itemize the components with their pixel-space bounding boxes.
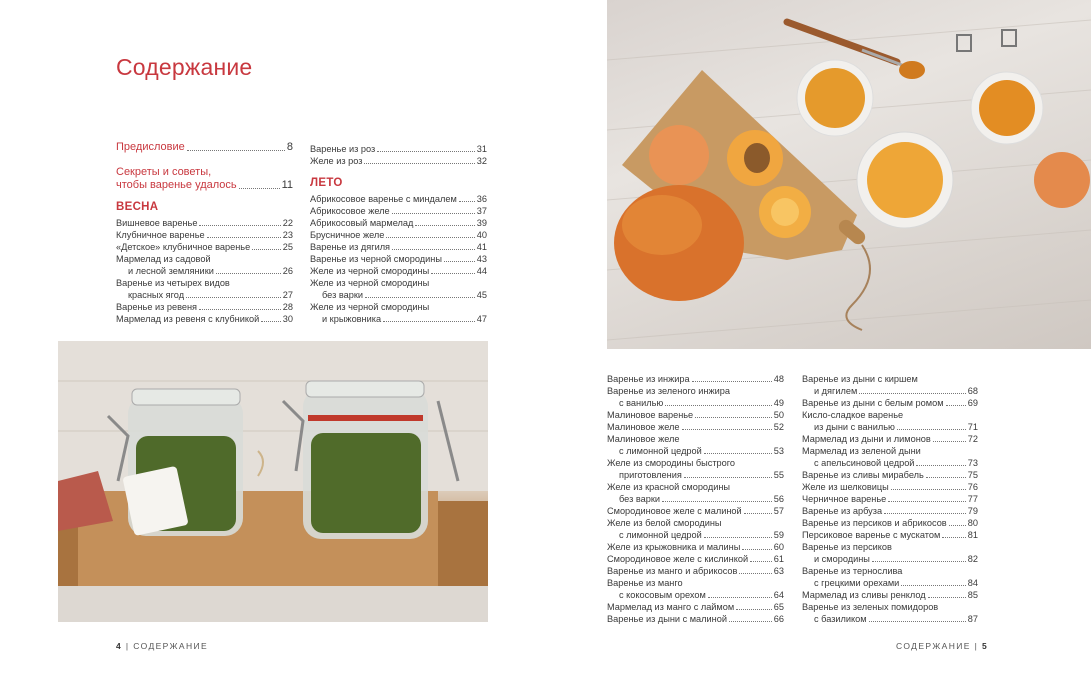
toc-item-label: Желе из черной смородины bbox=[310, 278, 430, 288]
leader-dots bbox=[695, 417, 772, 418]
leader-dots bbox=[750, 561, 772, 562]
roses-list bbox=[310, 143, 487, 167]
toc-item-page: 55 bbox=[773, 470, 784, 480]
toc-item-label: Абрикосовый мармелад bbox=[310, 218, 414, 228]
toc-item[interactable] bbox=[607, 601, 784, 613]
running-head: СОДЕРЖАНИЕ bbox=[896, 641, 971, 651]
toc-item-label: «Детское» клубничное варенье bbox=[116, 242, 251, 252]
toc-item[interactable] bbox=[310, 193, 487, 205]
toc-item[interactable] bbox=[310, 217, 487, 229]
toc-item[interactable] bbox=[607, 613, 784, 625]
footer-separator: | bbox=[125, 641, 130, 651]
summer-list bbox=[310, 193, 487, 325]
toc-item[interactable] bbox=[802, 433, 978, 445]
leader-dots bbox=[684, 477, 772, 478]
toc-column-right-2 bbox=[802, 373, 978, 625]
toc-item-label: Варенье из манго и абрикосов bbox=[607, 566, 738, 576]
toc-item-page: 23 bbox=[282, 230, 293, 240]
leader-dots bbox=[261, 321, 281, 322]
toc-item-label-cont: с кокосовым орехом bbox=[619, 590, 706, 600]
leader-dots bbox=[186, 297, 281, 298]
leader-dots bbox=[888, 501, 966, 502]
toc-item-page: 30 bbox=[282, 314, 293, 324]
toc-item-page: 40 bbox=[476, 230, 487, 240]
toc-item[interactable] bbox=[116, 301, 293, 313]
toc-item-page: 36 bbox=[476, 194, 487, 204]
toc-item-page: 11 bbox=[281, 179, 293, 191]
toc-item[interactable] bbox=[607, 577, 784, 601]
toc-item-page: 43 bbox=[476, 254, 487, 264]
toc-item-page: 66 bbox=[773, 614, 784, 624]
leader-dots bbox=[252, 249, 281, 250]
leader-dots bbox=[207, 237, 281, 238]
toc-item-page: 32 bbox=[476, 156, 487, 166]
toc-item-label: Малиновое желе bbox=[607, 434, 680, 444]
toc-item-page: 71 bbox=[967, 422, 978, 432]
leader-dots bbox=[926, 477, 966, 478]
toc-item[interactable] bbox=[802, 409, 978, 433]
toc-item[interactable] bbox=[310, 277, 487, 301]
toc-item-label: Варенье из дыни с малиной bbox=[607, 614, 727, 624]
leader-dots bbox=[386, 237, 474, 238]
toc-item[interactable] bbox=[607, 457, 784, 481]
leader-dots bbox=[891, 489, 966, 490]
toc-item-page: 65 bbox=[773, 602, 784, 612]
toc-item-page: 68 bbox=[967, 386, 978, 396]
toc-item-page: 44 bbox=[476, 266, 487, 276]
toc-item[interactable] bbox=[116, 217, 293, 229]
toc-item-label-cont: с апельсиновой цедрой bbox=[814, 458, 915, 468]
toc-item-label: Смородиновое желе с кислинкой bbox=[607, 554, 749, 564]
toc-item-label: Черничное варенье bbox=[802, 494, 887, 504]
toc-item-label: Желе из черной смородины bbox=[310, 302, 430, 312]
leader-dots bbox=[928, 597, 966, 598]
toc-item[interactable] bbox=[607, 421, 784, 433]
toc-item-label: Секреты и советы, bbox=[116, 166, 212, 178]
leader-dots bbox=[901, 585, 965, 586]
toc-item-intro[interactable] bbox=[116, 141, 293, 154]
toc-item-label-cont: приготовления bbox=[619, 470, 682, 480]
toc-column-right-1 bbox=[607, 373, 784, 625]
leader-dots bbox=[665, 405, 771, 406]
leader-dots bbox=[942, 537, 965, 538]
toc-item-label: Желе из белой смородины bbox=[607, 518, 722, 528]
leader-dots bbox=[364, 163, 474, 164]
toc-item-page: 25 bbox=[282, 242, 293, 252]
toc-item[interactable] bbox=[607, 385, 784, 409]
toc-item-label-cont: и дягилем bbox=[814, 386, 858, 396]
green-jam-illustration bbox=[58, 341, 488, 622]
toc-item-page: 79 bbox=[967, 506, 978, 516]
apricot-jam-photo bbox=[607, 0, 1091, 349]
leader-dots bbox=[736, 609, 772, 610]
toc-item-page: 39 bbox=[476, 218, 487, 228]
toc-item-label-cont: с лимонной цедрой bbox=[619, 446, 702, 456]
toc-item-page: 76 bbox=[967, 482, 978, 492]
section-title-summer: ЛЕТО bbox=[310, 177, 343, 189]
leader-dots bbox=[729, 621, 772, 622]
toc-item-page: 72 bbox=[967, 434, 978, 444]
toc-item[interactable] bbox=[607, 553, 784, 565]
leader-dots bbox=[365, 297, 475, 298]
leader-dots bbox=[739, 573, 771, 574]
toc-item[interactable] bbox=[116, 253, 293, 277]
toc-item-page: 52 bbox=[773, 422, 784, 432]
page-number: 5 bbox=[981, 641, 989, 651]
leader-dots bbox=[933, 441, 966, 442]
toc-item-label: Персиковое варенье с мускатом bbox=[802, 530, 941, 540]
leader-dots bbox=[884, 513, 966, 514]
toc-item[interactable] bbox=[607, 505, 784, 517]
leader-dots bbox=[431, 273, 475, 274]
toc-item-page: 87 bbox=[967, 614, 978, 624]
toc-item-page: 69 bbox=[967, 398, 978, 408]
toc-item-label: Варенье из четырех видов bbox=[116, 278, 230, 288]
toc-item-label: Желе из крыжовника и малины bbox=[607, 542, 741, 552]
toc-item-page: 45 bbox=[476, 290, 487, 300]
toc-item[interactable] bbox=[802, 493, 978, 505]
toc-item-page: 48 bbox=[773, 374, 784, 384]
toc-item-label: Абрикосовое желе bbox=[310, 206, 390, 216]
leader-dots bbox=[859, 393, 965, 394]
toc-item-page: 73 bbox=[967, 458, 978, 468]
toc-item-page: 75 bbox=[967, 470, 978, 480]
toc-column-left-2 bbox=[310, 143, 487, 325]
green-jam-photo bbox=[58, 341, 488, 622]
toc-item-label: Варенье из зеленого инжира bbox=[607, 386, 730, 396]
toc-item[interactable] bbox=[607, 409, 784, 421]
toc-item-label: Варенье из сливы мирабель bbox=[802, 470, 924, 480]
toc-item-label: Варенье из манго bbox=[607, 578, 683, 588]
leader-dots bbox=[949, 525, 966, 526]
leader-dots bbox=[682, 429, 772, 430]
toc-item-page: 63 bbox=[773, 566, 784, 576]
toc-item-page: 26 bbox=[282, 266, 293, 276]
toc-item-label: Желе из роз bbox=[310, 156, 363, 166]
toc-item-label: Варенье из тернослива bbox=[802, 566, 903, 576]
leader-dots bbox=[199, 225, 280, 226]
toc-item-label: Желе из смородины быстрого bbox=[607, 458, 736, 468]
toc-item[interactable] bbox=[802, 469, 978, 481]
toc-item-label: Мармелад из сливы ренклод bbox=[802, 590, 926, 600]
toc-item-label-cont: без варки bbox=[619, 494, 660, 504]
leader-dots bbox=[897, 429, 966, 430]
leader-dots bbox=[392, 249, 475, 250]
toc-item[interactable] bbox=[802, 505, 978, 517]
toc-item[interactable] bbox=[802, 397, 978, 409]
toc-item-label: Малиновое варенье bbox=[607, 410, 694, 420]
toc-item[interactable] bbox=[310, 229, 487, 241]
leader-dots bbox=[744, 513, 772, 514]
leader-dots bbox=[239, 188, 280, 189]
toc-item-label: Варенье из персиков bbox=[802, 542, 892, 552]
toc-item[interactable] bbox=[607, 481, 784, 505]
leader-dots bbox=[916, 465, 965, 466]
toc-item-label-cont: и лесной земляники bbox=[128, 266, 214, 276]
footer-left bbox=[116, 641, 208, 651]
leader-dots bbox=[662, 501, 772, 502]
toc-item-label: Предисловие bbox=[116, 141, 185, 153]
toc-item-label-cont: чтобы варенье удалось bbox=[116, 179, 237, 191]
toc-item[interactable] bbox=[607, 541, 784, 553]
toc-item-page: 47 bbox=[476, 314, 487, 324]
toc-item-page: 50 bbox=[773, 410, 784, 420]
toc-item[interactable] bbox=[310, 143, 487, 155]
toc-item-label: Мармелад из манго с лаймом bbox=[607, 602, 735, 612]
toc-item[interactable] bbox=[802, 517, 978, 529]
leader-dots bbox=[459, 201, 475, 202]
toc-item-label-cont: с базиликом bbox=[814, 614, 867, 624]
running-head: СОДЕРЖАНИЕ bbox=[133, 641, 209, 651]
toc-item-page: 28 bbox=[282, 302, 293, 312]
leader-dots bbox=[704, 453, 772, 454]
toc-item-page: 60 bbox=[773, 542, 784, 552]
toc-item-label: Абрикосовое варенье с миндалем bbox=[310, 194, 457, 204]
page-number: 4 bbox=[116, 641, 123, 651]
toc-item-secrets[interactable] bbox=[116, 166, 293, 192]
toc-item-label: Малиновое желе bbox=[607, 422, 680, 432]
toc-item-page: 31 bbox=[476, 144, 487, 154]
toc-item-label: Желе из красной смородины bbox=[607, 482, 731, 492]
toc-item-page: 56 bbox=[773, 494, 784, 504]
apricot-jam-illustration bbox=[607, 0, 1091, 349]
page-title: Содержание bbox=[116, 54, 253, 80]
leader-dots bbox=[869, 621, 966, 622]
toc-item-page: 82 bbox=[967, 554, 978, 564]
toc-item-page: 37 bbox=[476, 206, 487, 216]
toc-item[interactable] bbox=[802, 445, 978, 469]
toc-item[interactable] bbox=[802, 565, 978, 589]
toc-item-label: Желе из шелковицы bbox=[802, 482, 889, 492]
toc-item-label: Мармелад из садовой bbox=[116, 254, 211, 264]
leader-dots bbox=[692, 381, 772, 382]
toc-item-page: 53 bbox=[773, 446, 784, 456]
toc-item-label: Варенье из персиков и абрикосов bbox=[802, 518, 947, 528]
leader-dots bbox=[872, 561, 966, 562]
toc-item-label: Варенье из дягиля bbox=[310, 242, 391, 252]
toc-item-label-cont: с лимонной цедрой bbox=[619, 530, 702, 540]
toc-item[interactable] bbox=[310, 301, 487, 325]
toc-item-label-cont: без варки bbox=[322, 290, 363, 300]
toc-item[interactable] bbox=[607, 433, 784, 457]
toc-item[interactable] bbox=[116, 241, 293, 253]
leader-dots bbox=[946, 405, 966, 406]
leader-dots bbox=[216, 273, 281, 274]
toc-column-left-1 bbox=[116, 141, 293, 325]
toc-item[interactable] bbox=[310, 241, 487, 253]
toc-item-page: 49 bbox=[773, 398, 784, 408]
toc-item-label: Желе из черной смородины bbox=[310, 266, 430, 276]
leader-dots bbox=[444, 261, 475, 262]
toc-item-page: 77 bbox=[967, 494, 978, 504]
footer-right bbox=[896, 641, 988, 651]
toc-item[interactable] bbox=[802, 481, 978, 493]
toc-item-label: Варенье из арбуза bbox=[802, 506, 883, 516]
leader-dots bbox=[704, 537, 772, 538]
toc-item-label: Брусничное желе bbox=[310, 230, 385, 240]
toc-item-page: 64 bbox=[773, 590, 784, 600]
toc-item-label-cont: и крыжовника bbox=[322, 314, 382, 324]
toc-item-label: Клубничное варенье bbox=[116, 230, 205, 240]
toc-item[interactable] bbox=[310, 205, 487, 217]
toc-item-page: 57 bbox=[773, 506, 784, 516]
toc-item-label: Варенье из черной смородины bbox=[310, 254, 442, 264]
leader-dots bbox=[742, 549, 771, 550]
footer-separator: | bbox=[974, 641, 979, 651]
toc-item[interactable] bbox=[607, 373, 784, 385]
toc-item[interactable] bbox=[607, 517, 784, 541]
leader-dots bbox=[392, 213, 475, 214]
toc-item[interactable] bbox=[802, 541, 978, 565]
toc-item-label: Вишневое варенье bbox=[116, 218, 198, 228]
toc-item[interactable] bbox=[116, 277, 293, 301]
leader-dots bbox=[199, 309, 281, 310]
toc-item-label: Варенье из зеленых помидоров bbox=[802, 602, 939, 612]
spring-list bbox=[116, 217, 293, 325]
toc-item-label: Мармелад из зеленой дыни bbox=[802, 446, 921, 456]
toc-item[interactable] bbox=[310, 265, 487, 277]
toc-item-page: 81 bbox=[967, 530, 978, 540]
toc-item-page: 61 bbox=[773, 554, 784, 564]
toc-item-label: Варенье из роз bbox=[310, 144, 376, 154]
toc-item-label: Мармелад из ревеня с клубникой bbox=[116, 314, 260, 324]
toc-item[interactable] bbox=[802, 373, 978, 397]
leader-dots bbox=[187, 150, 285, 151]
toc-item-label-cont: с грецкими орехами bbox=[814, 578, 900, 588]
toc-item[interactable] bbox=[310, 155, 487, 167]
toc-item-label: Варенье из дыни с белым ромом bbox=[802, 398, 944, 408]
toc-item-page: 22 bbox=[282, 218, 293, 228]
toc-item-label: Смородиновое желе с малиной bbox=[607, 506, 742, 516]
toc-item-page: 59 bbox=[773, 530, 784, 540]
toc-item-page: 27 bbox=[282, 290, 293, 300]
toc-item-label-cont: красных ягод bbox=[128, 290, 185, 300]
toc-item-page: 41 bbox=[476, 242, 487, 252]
toc-item-label: Варенье из ревеня bbox=[116, 302, 198, 312]
toc-item-page: 85 bbox=[967, 590, 978, 600]
toc-item-page: 80 bbox=[967, 518, 978, 528]
toc-item-page: 8 bbox=[286, 141, 293, 153]
toc-item-label: Варенье из инжира bbox=[607, 374, 690, 384]
toc-item-label-cont: из дыни с ванилью bbox=[814, 422, 895, 432]
section-title-spring: ВЕСНА bbox=[116, 201, 159, 213]
leader-dots bbox=[377, 151, 475, 152]
leader-dots bbox=[708, 597, 772, 598]
toc-item[interactable] bbox=[802, 589, 978, 601]
toc-item-label: Варенье из дыни с киршем bbox=[802, 374, 918, 384]
toc-item[interactable] bbox=[802, 601, 978, 625]
toc-item-label: Мармелад из дыни и лимонов bbox=[802, 434, 931, 444]
toc-item-label: Кисло-сладкое варенье bbox=[802, 410, 904, 420]
toc-item[interactable] bbox=[116, 313, 293, 325]
toc-item[interactable] bbox=[802, 529, 978, 541]
leader-dots bbox=[415, 225, 474, 226]
toc-item[interactable] bbox=[310, 253, 487, 265]
toc-item[interactable] bbox=[116, 229, 293, 241]
leader-dots bbox=[383, 321, 475, 322]
toc-item[interactable] bbox=[607, 565, 784, 577]
toc-item-label-cont: и смородины bbox=[814, 554, 870, 564]
toc-item-page: 84 bbox=[967, 578, 978, 588]
toc-item-label-cont: с ванилью bbox=[619, 398, 664, 408]
